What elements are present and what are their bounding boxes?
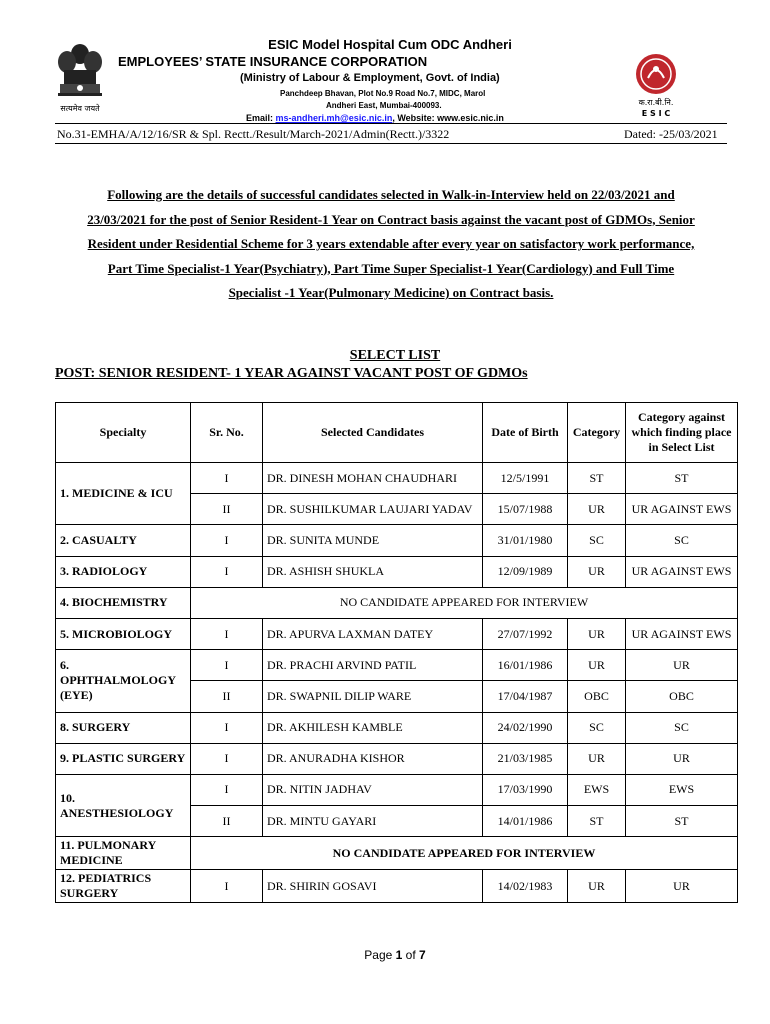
reference-divider — [55, 143, 727, 144]
dob-cell: 17/04/1987 — [483, 681, 568, 712]
esic-logo-icon — [620, 50, 692, 122]
candidate-cell: DR. PRACHI ARVIND PATIL — [263, 650, 483, 681]
candidate-cell: DR. MINTU GAYARI — [263, 806, 483, 837]
select-category-cell: ST — [626, 806, 738, 837]
select-list-table — [55, 402, 738, 903]
candidate-cell: DR. AKHILESH KAMBLE — [263, 712, 483, 743]
select-category-cell: SC — [626, 712, 738, 743]
dob-cell: 16/01/1986 — [483, 650, 568, 681]
sr-no-cell: II — [191, 806, 263, 837]
select-category-cell: UR AGAINST EWS — [626, 556, 738, 587]
email-label: Email: — [246, 113, 276, 123]
current-page: 1 — [395, 948, 403, 962]
specialty-cell: 12. PEDIATRICS SURGERY — [56, 870, 191, 903]
category-cell: UR — [568, 556, 626, 587]
table-row — [56, 463, 738, 494]
table-row — [56, 774, 738, 805]
reference-date: Dated: -25/03/2021 — [624, 127, 718, 141]
of-word: of — [402, 948, 420, 962]
dob-cell: 17/03/1990 — [483, 774, 568, 805]
category-cell: UR — [568, 494, 626, 525]
table-row — [56, 837, 738, 870]
candidate-cell: DR. ANURADHA KISHOR — [263, 743, 483, 774]
select-category-cell: UR — [626, 870, 738, 903]
email-link[interactable]: ms-andheri.mh@esic.nic.in — [275, 113, 393, 123]
candidate-cell: DR. SUSHILKUMAR LAUJARI YADAV — [263, 494, 483, 525]
post-title: POST: SENIOR RESIDENT- 1 YEAR AGAINST VACANT POST OF GDMOs — [55, 366, 528, 381]
category-cell: UR — [568, 650, 626, 681]
category-cell: SC — [568, 525, 626, 556]
column-header: Sr. No. — [191, 403, 263, 463]
candidate-cell: DR. ASHISH SHUKLA — [263, 556, 483, 587]
column-header: Category against which finding place in Select List — [626, 403, 738, 463]
category-cell: SC — [568, 712, 626, 743]
table-header-row — [56, 403, 738, 463]
dob-cell: 24/02/1990 — [483, 712, 568, 743]
sr-no-cell: I — [191, 618, 263, 649]
table-row — [56, 712, 738, 743]
select-category-cell: EWS — [626, 774, 738, 805]
sr-no-cell: I — [191, 525, 263, 556]
intro-line: Specialist -1 Year(Pulmonary Medicine) on Contract basis. — [228, 285, 554, 300]
specialty-cell: 1. MEDICINE & ICU — [56, 463, 191, 525]
dob-cell: 27/07/1992 — [483, 618, 568, 649]
page-number — [0, 948, 770, 962]
organisation-name: EMPLOYEES’ STATE INSURANCE CORPORATION — [118, 54, 428, 69]
category-cell: ST — [568, 806, 626, 837]
category-cell: EWS — [568, 774, 626, 805]
category-cell: UR — [568, 743, 626, 774]
table-row — [56, 556, 738, 587]
dob-cell: 12/09/1989 — [483, 556, 568, 587]
table-row — [56, 618, 738, 649]
dob-cell: 14/02/1983 — [483, 870, 568, 903]
dob-cell: 12/5/1991 — [483, 463, 568, 494]
select-list-title: SELECT LIST — [349, 348, 441, 363]
sr-no-cell: II — [191, 681, 263, 712]
intro-line: Part Time Specialist-1 Year(Psychiatry), Part Time Super Specialist-1 Year(Cardiology) and Full Time — [107, 260, 675, 276]
sr-no-cell: II — [191, 494, 263, 525]
sr-no-cell: I — [191, 650, 263, 681]
select-category-cell: UR AGAINST EWS — [626, 494, 738, 525]
category-cell: ST — [568, 463, 626, 494]
dob-cell: 14/01/1986 — [483, 806, 568, 837]
specialty-cell: 3. RADIOLOGY — [56, 556, 191, 587]
sr-no-cell: I — [191, 463, 263, 494]
dob-cell: 21/03/1985 — [483, 743, 568, 774]
specialty-cell: 4. BIOCHEMISTRY — [56, 587, 191, 618]
website-text: , Website: www.esic.nic.in — [392, 113, 504, 123]
candidate-cell: DR. DINESH MOHAN CHAUDHARI — [263, 463, 483, 494]
select-category-cell: ST — [626, 463, 738, 494]
intro-line: Resident under Residential Scheme for 3 years extendable after every year on satisfactory work performance, — [87, 236, 695, 251]
candidate-cell: DR. SWAPNIL DILIP WARE — [263, 681, 483, 712]
intro-paragraph — [55, 183, 727, 306]
category-cell: UR — [568, 870, 626, 903]
specialty-cell: 10. ANESTHESIOLOGY — [56, 774, 191, 836]
hospital-name: ESIC Model Hospital Cum ODC Andheri — [268, 37, 512, 52]
select-category-cell: UR — [626, 650, 738, 681]
sr-no-cell: I — [191, 743, 263, 774]
column-header: Date of Birth — [483, 403, 568, 463]
column-header: Selected Candidates — [263, 403, 483, 463]
header-divider — [55, 123, 727, 124]
sr-no-cell: I — [191, 870, 263, 903]
select-category-cell: UR AGAINST EWS — [626, 618, 738, 649]
table-row — [56, 650, 738, 681]
logo-hindi-text: क.रा.बी.नि. — [638, 98, 674, 107]
total-pages: 7 — [419, 948, 426, 962]
letterhead — [0, 0, 770, 145]
specialty-cell: 8. SURGERY — [56, 712, 191, 743]
table-row — [56, 587, 738, 618]
address-line-1: Panchdeep Bhavan, Plot No.9 Road No.7, MIDC, Marol — [280, 89, 486, 98]
no-candidate-note: NO CANDIDATE APPEARED FOR INTERVIEW — [191, 587, 738, 618]
sr-no-cell: I — [191, 774, 263, 805]
column-header: Category — [568, 403, 626, 463]
column-header: Specialty — [56, 403, 191, 463]
dob-cell: 15/07/1988 — [483, 494, 568, 525]
page-word: Page — [364, 948, 396, 962]
address-line-2: Andheri East, Mumbai-400093. — [326, 101, 442, 110]
candidate-cell: DR. NITIN JADHAV — [263, 774, 483, 805]
specialty-cell: 5. MICROBIOLOGY — [56, 618, 191, 649]
category-cell: OBC — [568, 681, 626, 712]
select-category-cell: UR — [626, 743, 738, 774]
dob-cell: 31/01/1980 — [483, 525, 568, 556]
candidate-cell: DR. APURVA LAXMAN DATEY — [263, 618, 483, 649]
emblem-caption: सत्यमेव जयते — [60, 104, 100, 113]
table-row — [56, 743, 738, 774]
sr-no-cell: I — [191, 556, 263, 587]
category-cell: UR — [568, 618, 626, 649]
select-category-cell: OBC — [626, 681, 738, 712]
specialty-cell: 6. OPHTHALMOLOGY (EYE) — [56, 650, 191, 712]
reference-number: No.31-EMHA/A/12/16/SR & Spl. Rectt./Result/March-2021/Admin(Rectt.)/3322 — [57, 127, 450, 141]
table-row — [56, 525, 738, 556]
select-category-cell: SC — [626, 525, 738, 556]
candidate-cell: DR. SUNITA MUNDE — [263, 525, 483, 556]
intro-line: Following are the details of successful candidates selected in Walk-in-Interview held on 22/03/2021 and — [107, 187, 675, 202]
ministry-line: (Ministry of Labour & Employment, Govt. of India) — [240, 72, 500, 84]
intro-line: 23/03/2021 for the post of Senior Resident-1 Year on Contract basis against the vacant post of GDMOs, Senior — [87, 211, 695, 227]
specialty-cell: 11. PULMONARY MEDICINE — [56, 837, 191, 870]
candidate-cell: DR. SHIRIN GOSAVI — [263, 870, 483, 903]
specialty-cell: 2. CASUALTY — [56, 525, 191, 556]
no-candidate-note: NO CANDIDATE APPEARED FOR INTERVIEW — [191, 837, 738, 870]
table-row — [56, 870, 738, 903]
logo-text: E S I C — [641, 109, 671, 118]
sr-no-cell: I — [191, 712, 263, 743]
specialty-cell: 9. PLASTIC SURGERY — [56, 743, 191, 774]
